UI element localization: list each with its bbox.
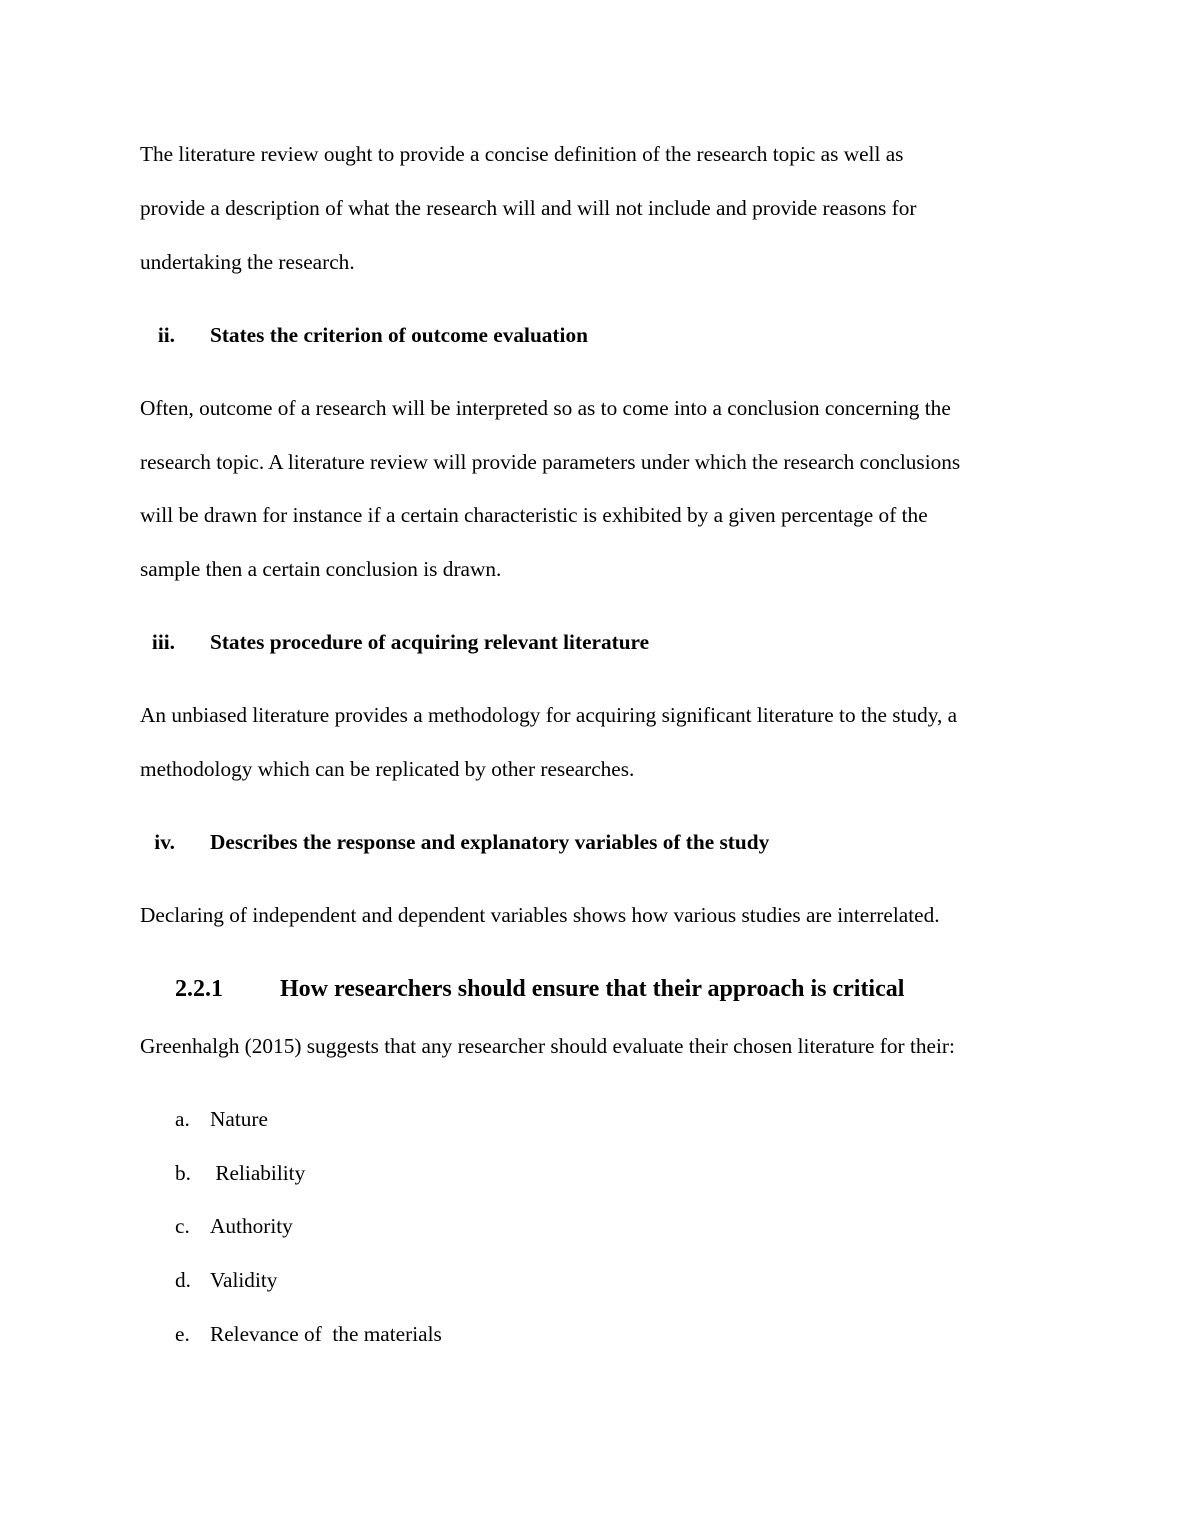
heading-text: States the criterion of outcome evaluation <box>210 323 588 347</box>
paragraph-line: undertaking the research. <box>140 250 355 274</box>
heading-number: iv. <box>154 830 175 854</box>
list-item-text: Reliability <box>210 1161 306 1185</box>
paragraph-line: Declaring of independent and dependent variables shows how various studies are interrelated. <box>140 903 940 927</box>
paragraph-line: Often, outcome of a research will be interpreted so as to come into a conclusion concerning the <box>140 396 951 420</box>
paragraph-line: methodology which can be replicated by other researches. <box>140 757 635 781</box>
list-marker: e. <box>175 1322 190 1346</box>
paragraph-line: will be drawn for instance if a certain characteristic is exhibited by a given percentage of the <box>140 503 928 527</box>
list-marker: d. <box>175 1268 191 1292</box>
list-marker: a. <box>175 1107 190 1131</box>
list-item <box>175 1320 442 1348</box>
heading-text: States procedure of acquiring relevant literature <box>210 630 650 654</box>
section-title: How researchers should ensure that their approach is critical <box>280 976 905 1002</box>
list-item <box>175 1266 278 1294</box>
heading-text: Describes the response and explanatory variables of the study <box>210 830 770 854</box>
list-marker: c. <box>175 1214 190 1238</box>
section-number: 2.2.1 <box>175 976 223 1002</box>
list-item-text: Authority <box>210 1214 293 1238</box>
list-item-text: Nature <box>210 1107 268 1131</box>
list-item <box>175 1105 268 1133</box>
paragraph-line: sample then a certain conclusion is drawn. <box>140 557 502 581</box>
paragraph-line: The literature review ought to provide a concise definition of the research topic as well as <box>140 142 904 166</box>
heading-number: ii. <box>157 323 175 347</box>
list-item-text: Relevance of the materials <box>210 1322 442 1346</box>
paragraph-line: An unbiased literature provides a methodology for acquiring significant literature to the study, a <box>140 703 958 727</box>
list-item <box>175 1212 293 1240</box>
paragraph-line: provide a description of what the research will and will not include and provide reasons for <box>140 196 917 220</box>
paragraph-line: research topic. A literature review will provide parameters under which the research conclusions <box>140 450 961 474</box>
paragraph-line: Greenhalgh (2015) suggests that any researcher should evaluate their chosen literature for their: <box>140 1034 955 1058</box>
list-item <box>175 1159 306 1187</box>
heading-number: iii. <box>151 630 175 654</box>
list-marker: b. <box>175 1161 191 1185</box>
list-item-text: Validity <box>210 1268 278 1292</box>
section-heading-2-2-1 <box>175 974 905 1004</box>
